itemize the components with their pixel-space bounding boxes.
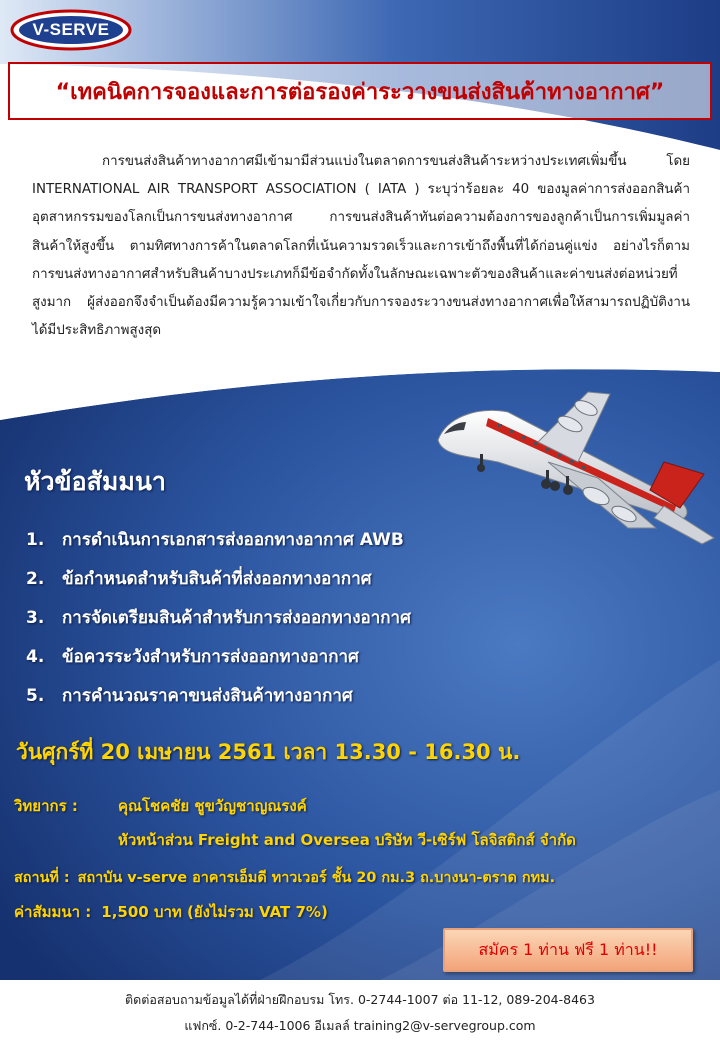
topics-heading: หัวข้อสัมมนา [24,467,166,496]
topic-number: 5. [26,685,45,706]
topic-number: 2. [26,568,45,589]
topic-list [26,520,526,715]
fee-value: 1,500 บาท (ยังไม่รวม VAT 7%) [101,903,328,921]
speaker-label: วิทยากร : [14,797,78,815]
fee-label: ค่าสัมมนา : [14,903,92,921]
promo-badge: สมัคร 1 ท่าน ฟรี 1 ท่าน!! [443,928,693,972]
speaker-position: หัวหน้าส่วน Freight and Oversea บริษัท วี-เซิร์ฟ โลจิสติกส์ จำกัด [118,831,576,849]
topic-number: 3. [26,607,45,628]
page-title: “เทคนิคการจองและการต่อรองค่าระวางขนส่งสินค้าทางอากาศ” [55,79,665,105]
speaker-name: คุณโชคชัย ชูขวัญชาญณรงค์ [118,797,307,815]
footer-fax-email: แฟกซ์. 0-2-744-1006 อีเมลล์ training2@v-servegroup.com [184,1018,536,1033]
title-banner [8,62,712,120]
logo-text: V-SERVE [32,20,110,39]
venue-row [14,866,555,889]
topic-text: การดำเนินการเอกสารส่งออกทางอากาศ AWB [62,530,404,550]
footer [0,980,720,1040]
footer-contact: ติดต่อสอบถามข้อมูลได้ที่ฝ่ายฝึกอบรม โทร. 0-2744-1007 ต่อ 11-12, 089-204-8463 [125,992,595,1007]
topic-item [26,520,526,559]
topic-number: 1. [26,529,45,550]
topic-item [26,637,526,676]
topic-text: ข้อกำหนดสำหรับสินค้าที่ส่งออกทางอากาศ [62,569,372,589]
topic-text: การคำนวณราคาขนส่งสินค้าทางอากาศ [62,686,353,706]
intro-text: การขนส่งสินค้าทางอากาศมีเข้ามามีส่วนแบ่งในตลาดการขนส่งสินค้าระหว่างประเทศเพิ่มขึ้น โดย INTERNATIONAL AIR TRANSPORT ASSOCIATION ( IATA ) ระบุว่าร้อยละ 40 ของมูลค่าการส่งออกสินค้าอุตสาหกรรมของโลกเป็นการขนส่งทางอากาศ การขนส่งสินค้าทันต่อความต้องการของลูกค้าเป็นการเพิ่มมูลค่าสินค้าให้สูงขึ้น ตามทิศทางการค้าในตลาดโลกที่เน้นความรวดเร็วและการเข้าถึงพื้นที่ได้ก่อนคู่แข่ง อย่างไรก็ตามการขนส่งทางอากาศสำหรับสินค้าบางประเภทก็มีข้อจำกัดทั้งในลักษณะเฉพาะตัวของสินค้าและค่าขนส่งต่อหน่วยที่สูงมาก ผู้ส่งออกจึงจำเป็นต้องมีความรู้ความเข้าใจเกี่ยวกับการจองระวางขนส่งทางอากาศเพื่อให้สามารถปฏิบัติงานได้มีประสิทธิภาพสูงสุด [32,154,690,339]
venue-value: สถาบัน v-serve อาคารเอ็มดี ทาวเวอร์ ชั้น 20 กม.3 ถ.บางนา-ตราด กทม. [77,870,556,886]
vserve-logo [10,8,132,52]
seminar-date: วันศุกร์ที่ 20 เมษายน 2561 เวลา 13.30 - 16.30 น. [16,740,521,764]
speaker-row [14,794,307,818]
fee-row [14,900,328,924]
topic-item [26,598,526,637]
topic-text: ข้อควรระวังสำหรับการส่งออกทางอากาศ [62,647,359,667]
venue-label: สถานที่ : [14,870,70,886]
intro-paragraph [32,148,690,345]
topic-text: การจัดเตรียมสินค้าสำหรับการส่งออกทางอากาศ [62,608,411,628]
topic-number: 4. [26,646,45,667]
topic-item [26,559,526,598]
topic-item [26,676,526,715]
